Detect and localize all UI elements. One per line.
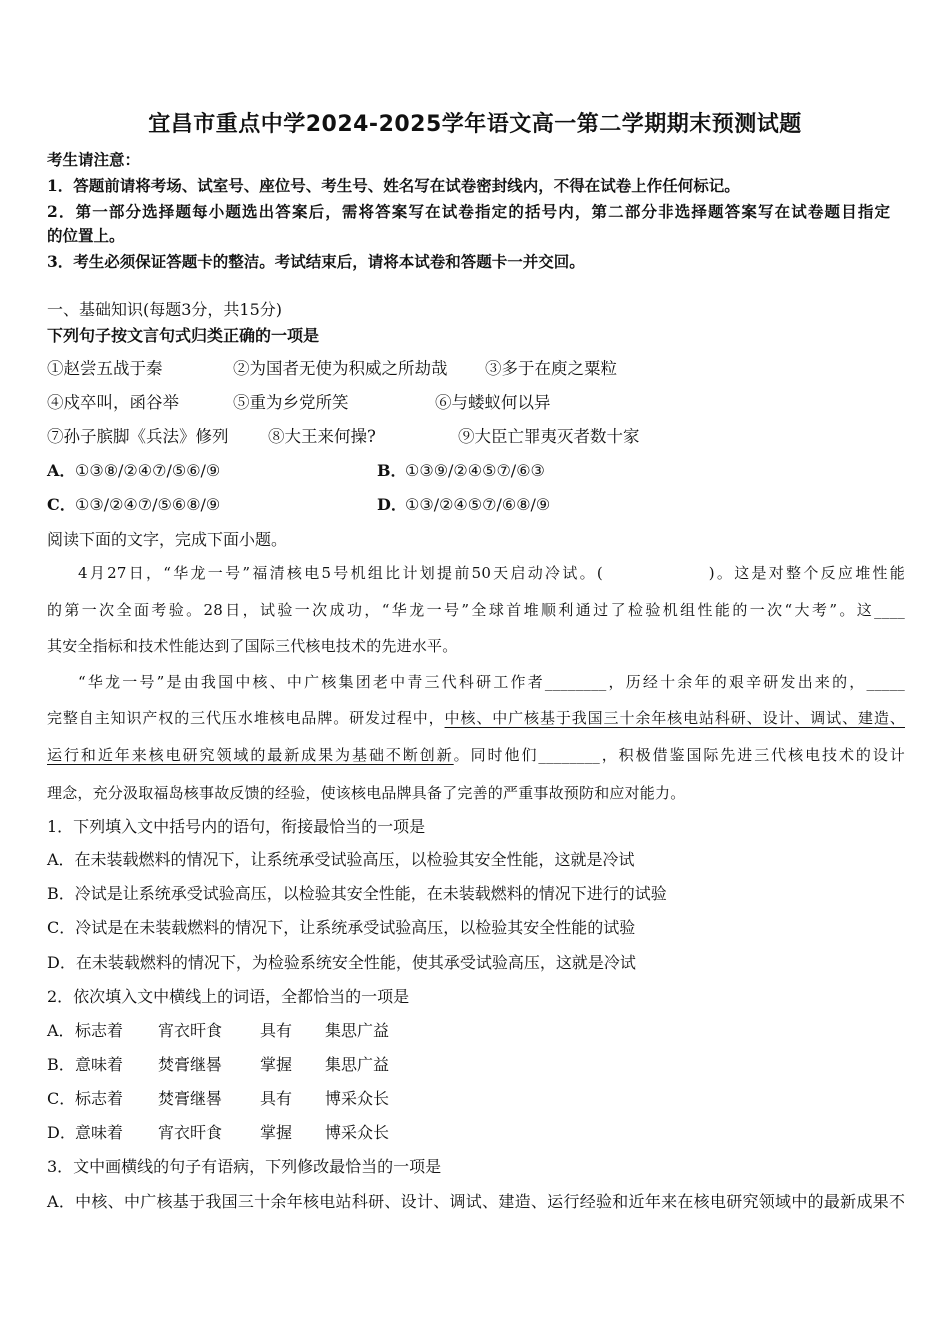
passage-text: 。同时他们________，积极借鉴国际先进三代核电技术的设计 — [453, 746, 905, 764]
option-text: C．冷试是在未装载燃料的情况下，让系统承受试验高压，以检验其安全性能的试验 — [47, 918, 636, 937]
notice-line: 1．答题前请将考场、试室号、座位号、考生号、姓名写在试卷密封线内，不得在试卷上作任何标记。 — [47, 176, 740, 195]
underlined-sentence: 运行和近年来核电研究领域的最新成果为基础不断创新 — [47, 746, 454, 764]
option-label: D． — [47, 1123, 76, 1142]
option-word: 焚膏继晷 — [158, 1055, 223, 1074]
sentence-item: ⑥与蝼蚁何以异 — [435, 393, 551, 412]
option-word: 标志着 — [75, 1089, 124, 1108]
notice-line: 3．考生必须保证答题卡的整洁。考试结束后，请将本试卷和答题卡一并交回。 — [47, 252, 585, 271]
option-text: D．在未装载燃料的情况下，为检验系统安全性能，使其承受试验高压，这就是冷试 — [47, 953, 636, 972]
question-stem: 2．依次填入文中横线上的词语，全都恰当的一项是 — [47, 987, 410, 1006]
notice-line: 2．第一部分选择题每小题选出答案后，需将答案写在试卷指定的括号内，第二部分非选择题答案写在试卷题目指定 — [47, 202, 890, 221]
notice-heading: 考生请注意： — [47, 150, 141, 169]
option-word: 意味着 — [75, 1123, 124, 1142]
sentence-item: ①赵尝五战于秦 — [47, 359, 163, 378]
exam-title: 宜昌市重点中学2024-2025学年语文高一第二学期期末预测试题 — [148, 112, 802, 137]
sentence-item: ⑦孙子膑脚《兵法》修列 — [47, 427, 229, 446]
passage-line: 4月27日，“华龙一号”福清核电5号机组比计划提前50天启动冷试。( )。这是对整个反应堆性能 — [78, 564, 905, 582]
option-word: 具有 — [260, 1089, 293, 1108]
option-text: ①③/②④⑤⑦/⑥⑧/⑨ — [405, 495, 551, 514]
option-label: B． — [47, 1055, 75, 1074]
question-stem: 1．下列填入文中括号内的语句，衔接最恰当的一项是 — [47, 817, 426, 836]
option-word: 宵衣旰食 — [158, 1123, 223, 1142]
underlined-sentence: 中核、中广核基于我国三十余年核电站科研、设计、调试、建造、 — [444, 709, 905, 727]
option-text: ①③/②④⑦/⑤⑥⑧/⑨ — [75, 495, 221, 514]
option-word: 博采众长 — [325, 1089, 390, 1108]
sentence-item: ⑨大臣亡罪夷灭者数十家 — [458, 427, 640, 446]
option-text: A．中核、中广核基于我国三十余年核电站科研、设计、调试、建造、运行经验和近年来在核电研究领域中的最新成果不 — [47, 1192, 905, 1211]
sentence-item: ③多于在庾之粟粒 — [485, 359, 617, 378]
option-label: C． — [47, 495, 76, 514]
option-text: ①③⑧/②④⑦/⑤⑥/⑨ — [75, 461, 221, 480]
passage-line: 的第一次全面考验。28日，试验一次成功，“华龙一号”全球首堆顺利通过了检验机组性能的一次“大考”。这____ — [47, 601, 905, 619]
option-word: 焚膏继晷 — [158, 1089, 223, 1108]
sentence-item: ⑧大王来何操? — [268, 427, 376, 446]
option-text: B．冷试是让系统承受试验高压，以检验其安全性能，在未装载燃料的情况下进行的试验 — [47, 884, 667, 903]
question-stem: 3．文中画横线的句子有语病，下列修改最恰当的一项是 — [47, 1157, 442, 1176]
option-word: 掌握 — [260, 1123, 293, 1142]
option-word: 集思广益 — [325, 1021, 390, 1040]
option-word: 集思广益 — [325, 1055, 390, 1074]
sentence-item: ④戍卒叫，函谷举 — [47, 393, 179, 412]
passage-line: 理念，充分汲取福岛核事故反馈的经验，使该核电品牌具备了完善的严重事故预防和应对能力。 — [47, 784, 686, 802]
option-label: A． — [47, 461, 76, 480]
option-word: 宵衣旰食 — [158, 1021, 223, 1040]
option-label: D． — [377, 495, 407, 514]
option-label: A． — [47, 1021, 75, 1040]
sentence-item: ②为国者无使为积威之所劫哉 — [233, 359, 448, 378]
reading-instruction: 阅读下面的文字，完成下面小题。 — [47, 530, 288, 549]
option-word: 标志着 — [75, 1021, 124, 1040]
passage-line: 其安全指标和技术性能达到了国际三代核电技术的先进水平。 — [47, 637, 458, 655]
option-word: 掌握 — [260, 1055, 293, 1074]
notice-line: 的位置上。 — [47, 226, 125, 245]
option-text: ①③⑨/②④⑤⑦/⑥③ — [405, 461, 545, 480]
passage-line — [47, 707, 905, 729]
option-word: 意味着 — [75, 1055, 124, 1074]
option-label: C． — [47, 1089, 76, 1108]
question-stem: 下列句子按文言句式归类正确的一项是 — [47, 326, 320, 345]
option-text: A．在未装载燃料的情况下，让系统承受试验高压，以检验其安全性能，这就是冷试 — [47, 850, 635, 869]
passage-text: 完整自主知识产权的三代压水堆核电品牌。研发过程中， — [47, 709, 445, 727]
option-word: 具有 — [260, 1021, 293, 1040]
option-label: B． — [377, 461, 407, 480]
section-heading: 一、基础知识(每题3分，共15分) — [47, 300, 283, 319]
option-word: 博采众长 — [325, 1123, 390, 1142]
sentence-item: ⑤重为乡党所笑 — [233, 393, 349, 412]
passage-line: “华龙一号”是由我国中核、中广核集团老中青三代科研工作者________，历经十余年的艰辛研发出来的，_____ — [78, 673, 905, 691]
passage-line — [47, 744, 905, 766]
